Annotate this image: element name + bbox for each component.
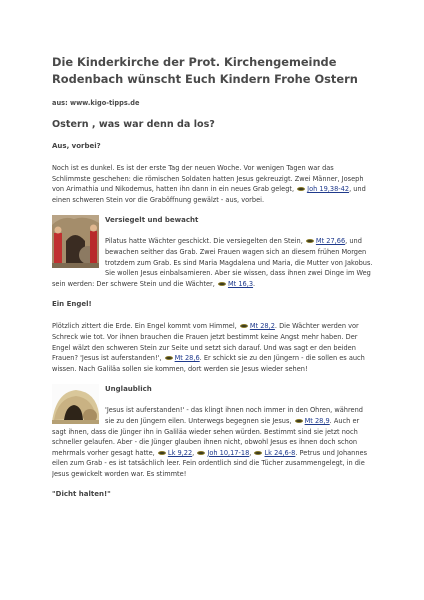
bible-ref-link-mt-28-9[interactable]: Mt 28,9 xyxy=(304,416,330,425)
source-line: aus: www.kigo-tipps.de xyxy=(52,99,140,107)
section-unglaublich xyxy=(52,384,374,479)
section-heading-engel: Ein Engel! xyxy=(52,300,92,309)
page-title: Die Kinderkirche der Prot. Kirchengemeinde Rodenbach wünscht Euch Kindern Frohe Ostern xyxy=(52,55,358,86)
section-versiegelt xyxy=(52,215,374,289)
main-heading: Ostern , was war denn da los? xyxy=(52,119,215,130)
bible-ref-link-lk-9[interactable]: Lk 9,22 xyxy=(167,448,193,457)
section-text-unglaublich: 'Jesus ist auferstanden!' - das klingt ihnen noch immer in den Ohren, während sie zu den Jüngern eilen. Unterwegs begegnen sie Jesus, Mt 28,9. Auch er sagt ihnen, dass die Jünger ihn in Galiläa wieder sehen würden. Bestimmt sind sie jetzt noch schneller gelaufen. Aber - die Jünger glauben ihnen nicht, obwohl Jesus es ihnen doch schon mehrmals vorher gesagt hatte, Lk 9,22, Joh 10,17-18, Lk 24,6-8. Petrus und Johannes eilen zum Grab - es ist tatsächlich leer. Fein ordentlich sind die Tücher zusammengelegt, in die Jesus gewickelt worden war. Es stimmte! xyxy=(52,406,368,478)
section-text-aus-vorbei: Noch ist es dunkel. Es ist der erste Tag der neuen Woche. Vor wenigen Tagen war das Schlimmste geschehen: die römischen Soldaten hatten Jesus gekreuzigt. Zwei Männer, Joseph von Arimathia und Nikodemus, hatten ihn dann in ein neues Grab gelegt, Joh 19,38-42, und einen schweren Stein vor die Graböffnung gewälzt - aus, vorbei. xyxy=(52,164,366,204)
bible-leaf-icon xyxy=(306,239,314,243)
section-heading-aus-vorbei: Aus, vorbei? xyxy=(52,142,101,150)
section-text-engel: Plötzlich zittert die Erde. Ein Engel kommt vom Himmel, Mt 28,2. Die Wächter werden vor Schreck wie tot. Vor ihnen brauchen die Frauen jetzt bestimmt keine Angst mehr haben. Der Engel wälzt den schweren Stein zur Seite und setzt sich darauf. Und was sagt er den beiden Frauen? 'Jesus ist auferstanden!', Mt 28,6. Er schickt sie zu den Jüngern - die sollen es auch wissen. Nach Galiläa sollen sie kommen, dort werden sie Jesus wieder sehen! xyxy=(52,322,365,373)
bible-leaf-icon xyxy=(297,187,305,191)
section-text-versiegelt: Pilatus hatte Wächter geschickt. Die versiegelten den Stein, Mt 27,66, und bewachen seither das Grab. Zwei Frauen wagen sich an diesem frühen Morgen trotzdem zum Grab. Es sind Maria Magdalena und Maria, die Mutter von Jakobus. Sie wollen Jesus einbalsamieren. Aber sie wissen, dass ihnen zwei Dinge im Weg sein werden: Der schwere Stein und die Wächter, Mt 16,3. xyxy=(52,237,373,288)
bible-leaf-icon xyxy=(254,451,262,455)
bible-leaf-icon xyxy=(240,324,248,328)
tomb-guards-illustration xyxy=(52,215,99,268)
bible-ref-link-mt-28-2[interactable]: Mt 28,2 xyxy=(249,322,275,331)
bible-leaf-icon xyxy=(165,356,173,360)
bible-leaf-icon xyxy=(197,451,205,455)
bible-ref-link-mt-28-6[interactable]: Mt 28,6 xyxy=(174,354,200,363)
bible-ref-link-mt-16[interactable]: Mt 16,3 xyxy=(227,279,254,288)
bible-ref-link-joh-19[interactable]: Joh 19,38-42 xyxy=(307,185,350,194)
bible-leaf-icon xyxy=(158,451,166,455)
empty-tomb-illustration xyxy=(52,384,99,424)
bible-leaf-icon xyxy=(218,282,226,286)
bible-ref-link-mt-27[interactable]: Mt 27,66 xyxy=(315,237,346,246)
section-heading-unglaublich: Unglaublich xyxy=(105,385,152,394)
bible-ref-link-joh-10[interactable]: Joh 10,17-18 xyxy=(207,448,250,457)
bible-leaf-icon xyxy=(295,419,303,423)
bible-ref-link-lk-24[interactable]: Lk 24,6-8 xyxy=(264,448,296,457)
section-heading-dicht-halten: "Dicht halten!" xyxy=(52,490,111,499)
section-heading-versiegelt: Versiegelt und bewacht xyxy=(105,216,199,225)
